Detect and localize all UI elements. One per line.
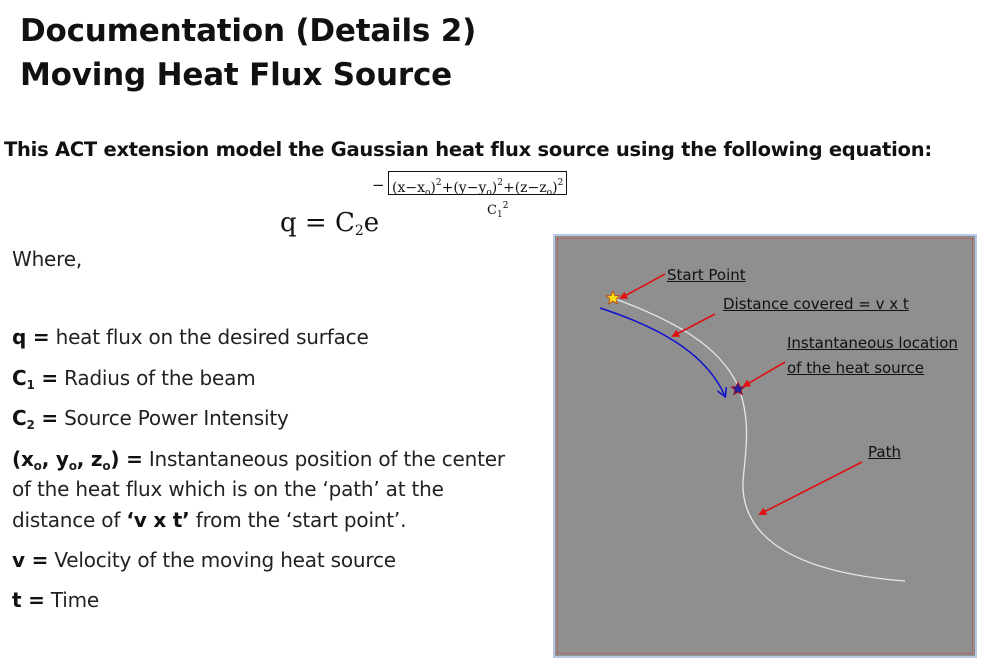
den-sup: 2 (502, 201, 509, 211)
definition-position-line-1 (12, 447, 505, 473)
start-point-pointer-arrow (621, 274, 665, 298)
pos-line3-b: ‘v x t’ (126, 508, 190, 532)
y-square: 2 (497, 178, 503, 188)
definition-c1 (12, 366, 256, 392)
x-o-sub: o (424, 188, 431, 198)
distance-covered-label: Distance covered = v x t (723, 295, 909, 313)
definition-t (12, 588, 99, 612)
pos-y-sub: o (68, 459, 77, 473)
def-c2-text: Source Power Intensity (57, 406, 289, 430)
pos-close: ) = (110, 447, 143, 471)
heat-source-figure (553, 234, 977, 658)
definition-position-line-3 (12, 508, 406, 532)
def-q-term: q = (12, 325, 50, 349)
def-c1-eq: = (34, 366, 58, 390)
y-term: +(y−y (441, 180, 487, 196)
distance-travel-arrow (600, 308, 725, 396)
z-term: +(z−z (502, 180, 547, 196)
pos-x-sub: o (33, 459, 42, 473)
z-o-sub: o (546, 188, 553, 198)
pos-line3-a: distance of (12, 508, 127, 532)
den-sub: 1 (496, 210, 503, 220)
start-point-label: Start Point (667, 266, 746, 284)
heat-source-star-icon (731, 382, 745, 395)
definition-q (12, 325, 369, 349)
start-star-icon (606, 291, 620, 304)
def-c1-sub: 1 (26, 378, 35, 392)
page-title-line-2: Moving Heat Flux Source (20, 57, 452, 93)
pos-open: (x (12, 447, 34, 471)
heat-source-pointer-arrow (744, 362, 785, 386)
def-c1-term: C (12, 366, 27, 390)
equation-lhs-sub: 2 (354, 223, 364, 239)
pos-line3-c: from the ‘start point’. (189, 508, 407, 532)
x-close: ) (430, 180, 436, 196)
z-square: 2 (557, 178, 564, 188)
definition-v (12, 548, 396, 572)
y-close: ) (491, 180, 498, 196)
def-c2-sub: 2 (26, 418, 35, 432)
intro-text: This ACT extension model the Gaussian heat flux source using the following equation: (4, 138, 932, 161)
den-c: C (487, 203, 497, 218)
instantaneous-location-label-1: Instantaneous location (787, 334, 958, 352)
equation-minus: − (372, 176, 385, 194)
pos-line1: Instantaneous position of the center (142, 447, 505, 471)
path-label: Path (868, 443, 901, 461)
x-term: (x−x (392, 180, 425, 196)
def-c2-eq: = (34, 406, 58, 430)
path-pointer-arrow (760, 462, 862, 514)
page-title-line-1: Documentation (Details 2) (20, 13, 477, 49)
z-close: ) (552, 180, 558, 196)
def-v-text: Velocity of the moving heat source (48, 548, 396, 572)
pos-sep1: , y (41, 447, 69, 471)
instantaneous-location-label-2: of the heat source (787, 359, 924, 377)
definition-position-line-2: of the heat flux which is on the ‘path’ at the (12, 477, 444, 501)
equation-base: e (363, 208, 380, 238)
pos-sep2: , z (76, 447, 103, 471)
equation-numerator (388, 171, 567, 198)
equation-lhs (280, 208, 379, 239)
def-t-term: t = (12, 588, 45, 612)
def-q-text: heat flux on the desired surface (49, 325, 369, 349)
x-square: 2 (435, 178, 442, 188)
equation-q: q = C (280, 208, 355, 238)
def-t-text: Time (44, 588, 99, 612)
equation-denominator (487, 201, 508, 220)
where-label: Where, (12, 247, 83, 271)
definition-c2 (12, 406, 289, 432)
y-o-sub: o (486, 188, 492, 198)
pos-z-sub: o (102, 459, 111, 473)
def-c2-term: C (12, 406, 27, 430)
def-c1-text: Radius of the beam (57, 366, 256, 390)
distance-pointer-arrow (673, 314, 715, 336)
def-v-term: v = (12, 548, 49, 572)
